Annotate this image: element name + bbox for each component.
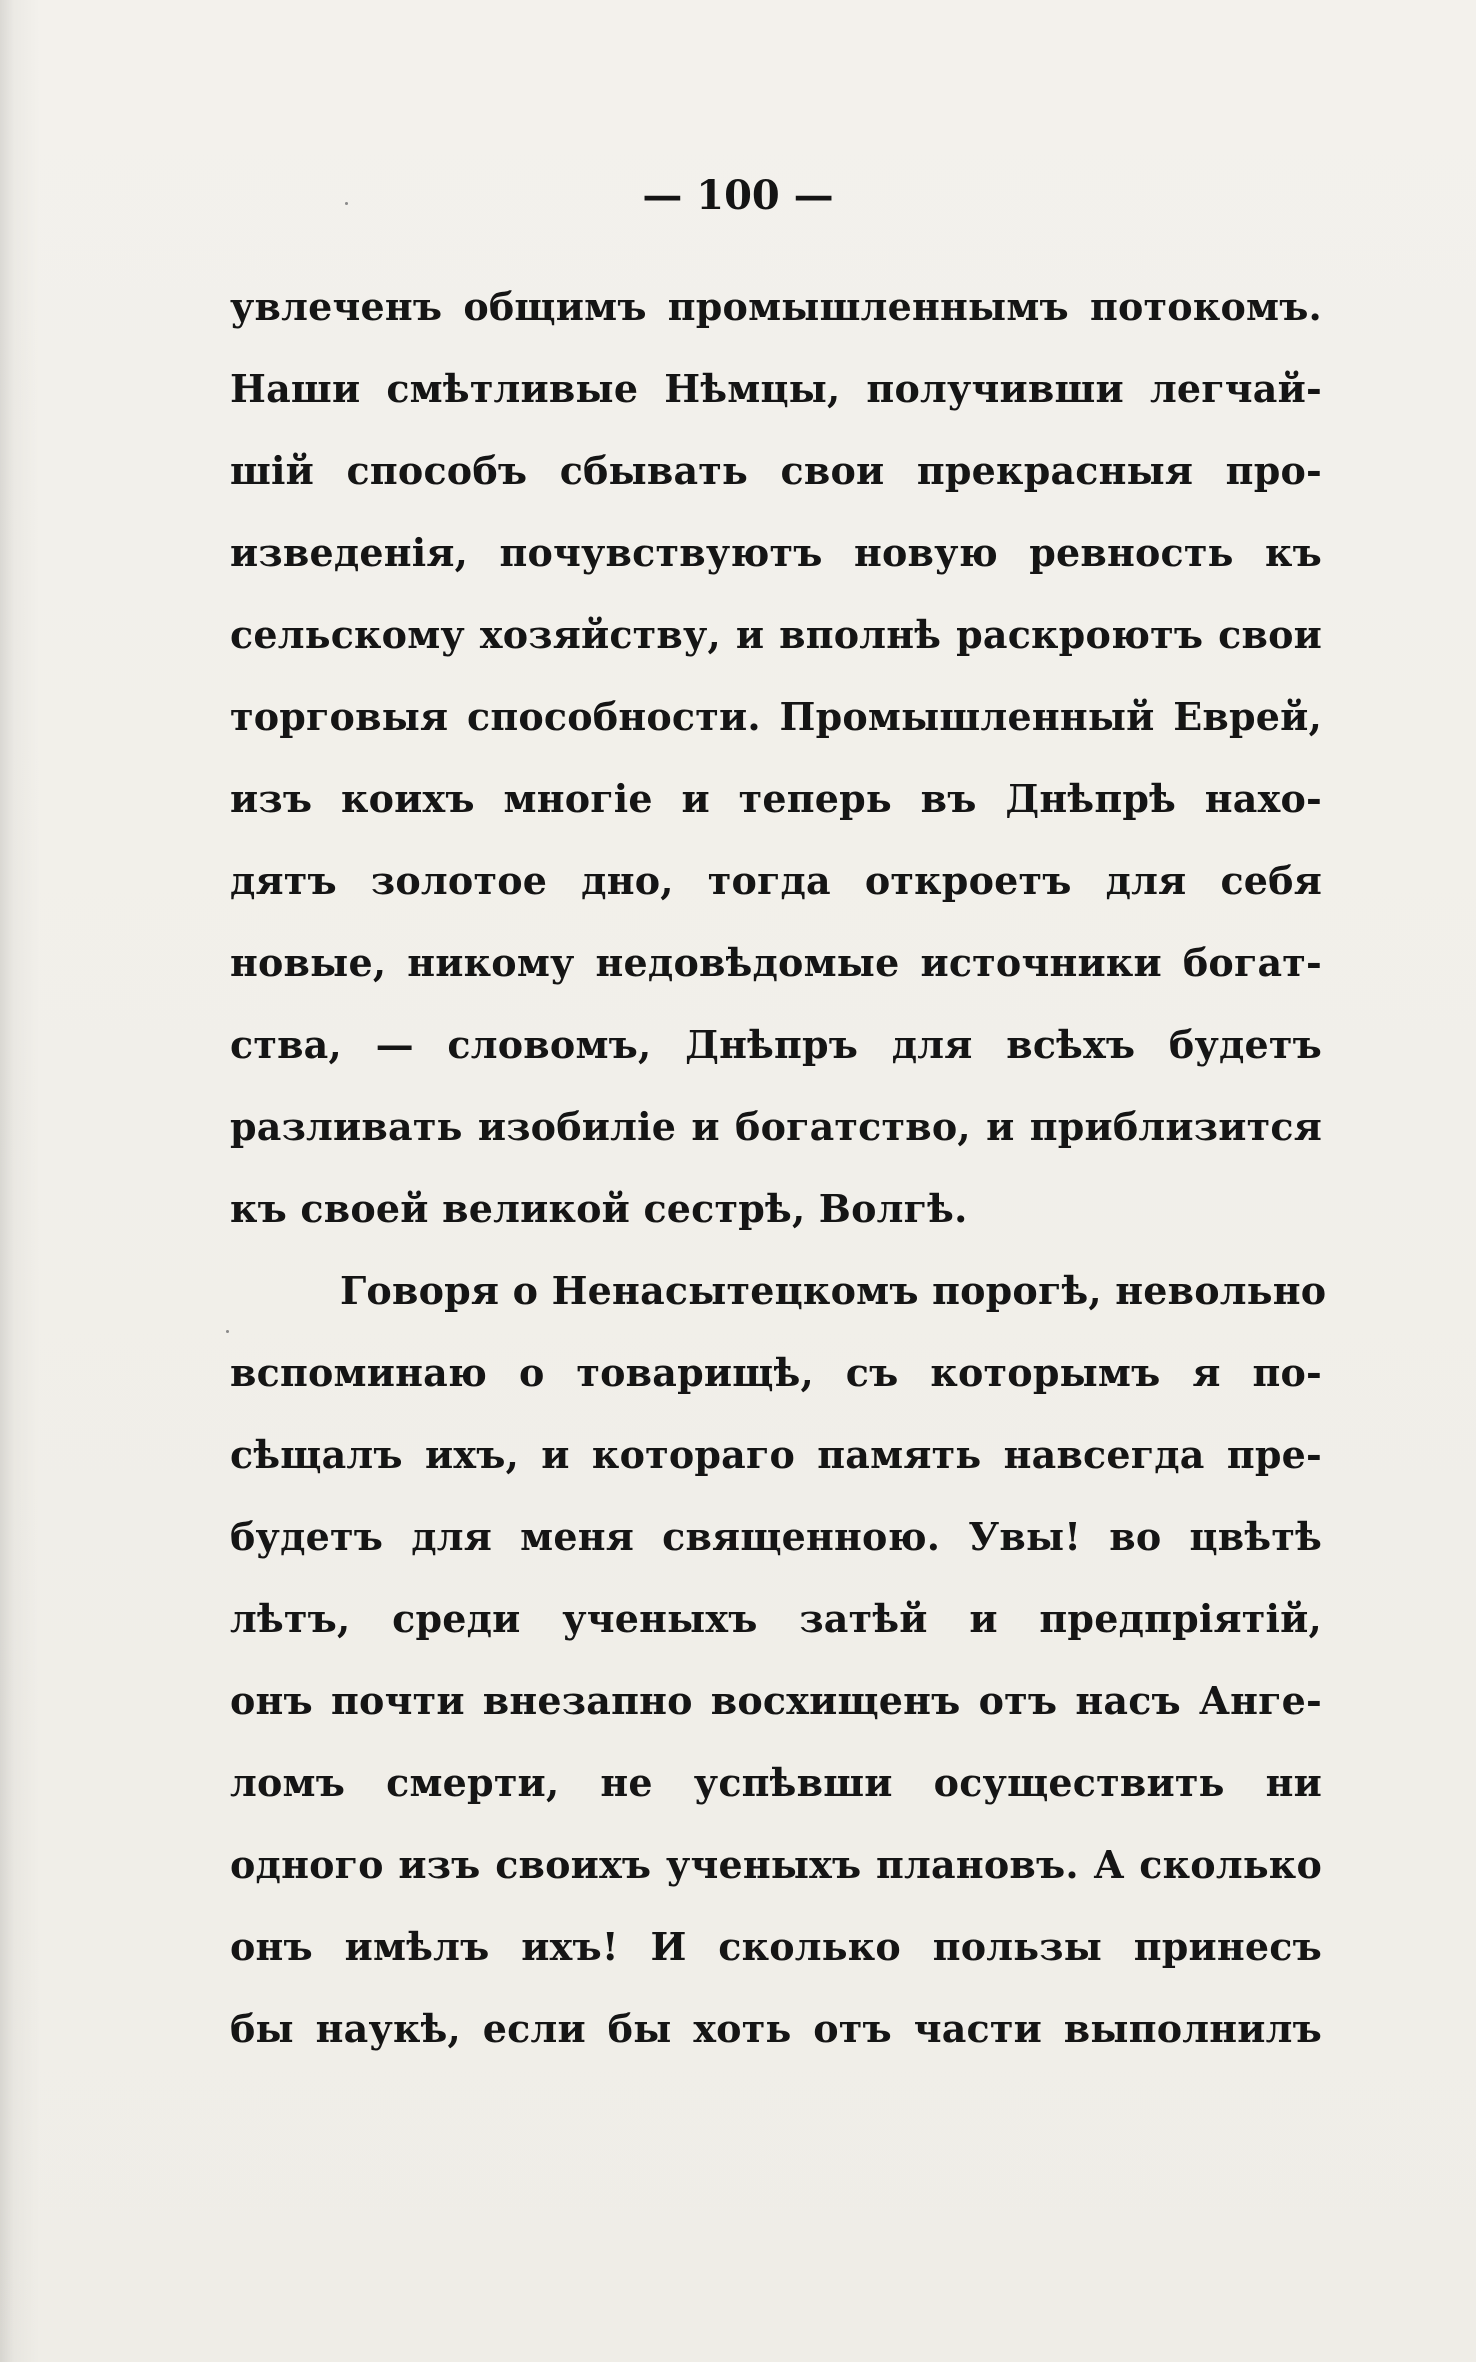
text-line: торговыя способности. Промышленный Еврей, [230, 694, 1322, 739]
text-line: бы наукѣ, если бы хоть отъ части выполнилъ [230, 2006, 1322, 2051]
text-line: Говоря о Ненасытецкомъ порогѣ, невольно [340, 1268, 1327, 1313]
text-line: разливать изобиліе и богатство, и приблизится [230, 1104, 1322, 1149]
text-line: одного изъ своихъ ученыхъ плановъ. А сколько [230, 1842, 1322, 1887]
text-line: вспоминаю о товарищѣ, съ которымъ я по- [230, 1350, 1322, 1395]
text-line: Наши смѣтливые Нѣмцы, получивши легчай- [230, 366, 1322, 411]
text-line: сѣщалъ ихъ, и котораго память навсегда пре- [230, 1432, 1322, 1477]
text-line: ства, — словомъ, Днѣпръ для всѣхъ будетъ [230, 1022, 1322, 1067]
text-line: будетъ для меня священною. Увы! во цвѣтѣ [230, 1514, 1322, 1559]
text-line: дятъ золотое дно, тогда откроетъ для себя [230, 858, 1322, 903]
text-line: онъ почти внезапно восхищенъ отъ насъ Анге- [230, 1678, 1322, 1723]
text-line: сельскому хозяйству, и вполнѣ раскроютъ свои [230, 612, 1322, 657]
text-line: увлеченъ общимъ промышленнымъ потокомъ. [230, 284, 1322, 329]
body-text [230, 266, 1327, 2070]
text-line: ломъ смерти, не успѣвши осуществить ни [230, 1760, 1322, 1805]
text-line: новые, никому недовѣдомые источники богат- [230, 940, 1322, 985]
page-number: — 100 — [642, 172, 834, 219]
text-line: къ своей великой сестрѣ, Волгѣ. [230, 1186, 968, 1231]
text-line: онъ имѣлъ ихъ! И сколько пользы принесъ [230, 1924, 1322, 1969]
text-line: лѣтъ, среди ученыхъ затѣй и предпріятій, [230, 1596, 1322, 1641]
paper-speck [226, 1330, 229, 1333]
text-line: изъ коихъ многіе и теперь въ Днѣпрѣ нахо- [230, 776, 1322, 821]
text-line: изведенія, почувствуютъ новую ревность къ [230, 530, 1322, 575]
text-line: шій способъ сбывать свои прекрасныя про- [230, 448, 1322, 493]
